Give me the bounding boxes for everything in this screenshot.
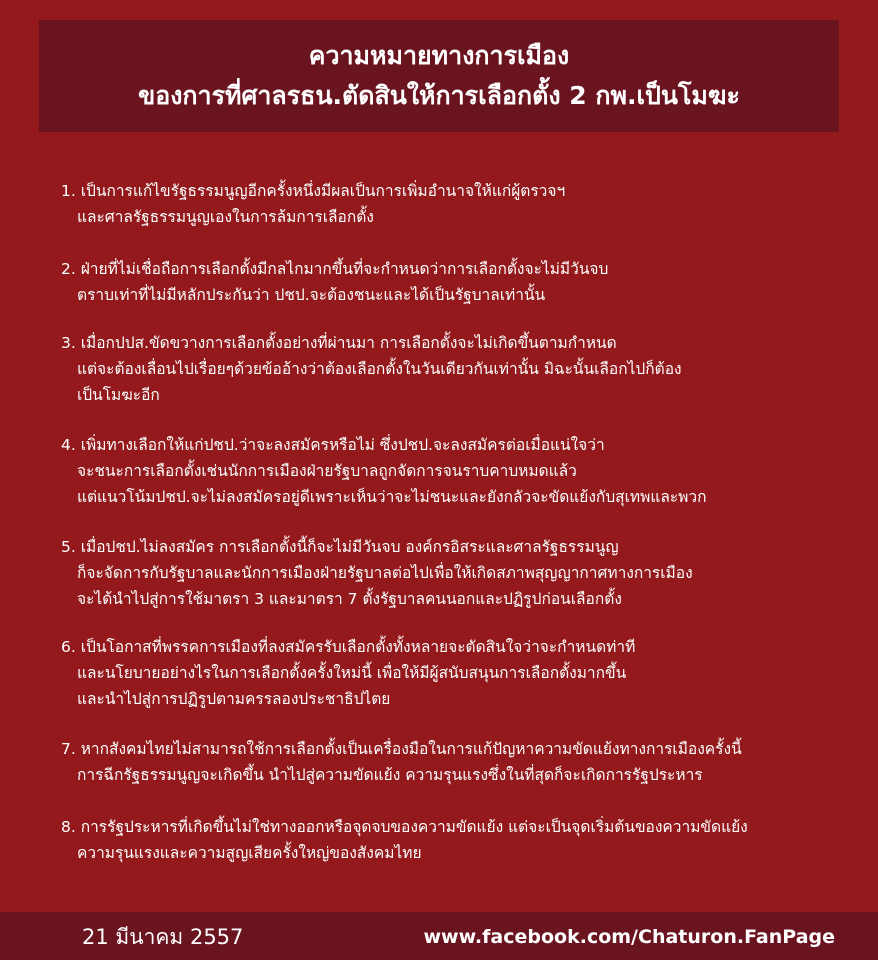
item-8-line-2: ความรุนแรงและความสูญเสียครั้งใหญ่ของสังคมไทย <box>77 844 422 862</box>
list-item-2 <box>61 256 851 308</box>
footer-bar <box>0 912 878 960</box>
item-4-line-2: จะชนะการเลือกตั้งเช่นนักการเมืองฝ่ายรัฐบาลถูกจัดการจนราบคาบหมดแล้ว <box>77 462 577 480</box>
list-item-8 <box>61 814 851 866</box>
item-2-line-1: 2. ฝ่ายที่ไม่เชื่อถือการเลือกตั้งมีกลไกมากขึ้นที่จะกำหนดว่าการเลือกตั้งจะไม่มีวันจบ <box>61 260 609 278</box>
item-8-line-1: 8. การรัฐประหารที่เกิดขึ้นไม่ใช่ทางออกหรือจุดจบของความขัดแย้ง แต่จะเป็นจุดเริ่มต้นของความขัดแย้ง <box>61 818 748 836</box>
list-item-5 <box>61 534 851 612</box>
item-3-line-1: 3. เมื่อกปปส.ขัดขวางการเลือกตั้งอย่างที่ผ่านมา การเลือกตั้งจะไม่เกิดขึ้นตามกำหนด <box>61 334 617 352</box>
footer-date: 21 มีนาคม 2557 <box>82 925 244 949</box>
title-line-1: ความหมายทางการเมือง <box>308 41 570 70</box>
item-1-line-1: 1. เป็นการแก้ไขรัฐธรรมนูญอีกครั้งหนึ่งมีผลเป็นการเพิ่มอำนาจให้แก่ผู้ตรวจฯ <box>61 182 566 200</box>
item-4-line-1: 4. เพิ่มทางเลือกให้แก่ปชป.ว่าจะลงสมัครหรือไม่ ซึ่งปชป.จะลงสมัครต่อเมื่อแน่ใจว่า <box>61 436 605 454</box>
item-1-line-2: และศาลรัฐธรรมนูญเองในการล้มการเลือกตั้ง <box>77 208 374 226</box>
title-line-2: ของการที่ศาลรธน.ตัดสินให้การเลือกตั้ง 2 กพ.เป็นโมฆะ <box>138 81 740 110</box>
item-7-line-2: การฉีกรัฐธรรมนูญจะเกิดขึ้น นำไปสู่ความขัดแย้ง ความรุนแรงซึ่งในที่สุดก็จะเกิดการรัฐประหาร <box>77 766 703 784</box>
list-item-6 <box>61 634 851 712</box>
title-banner <box>39 20 839 132</box>
item-3-line-2: แต่จะต้องเลื่อนไปเรื่อยๆด้วยข้ออ้างว่าต้องเลือกตั้งในวันเดียวกันเท่านั้น มิฉะนั้นเลือกไปก็ต้อง <box>77 360 682 378</box>
item-4-line-3: แต่แนวโน้มปชป.จะไม่ลงสมัครอยู่ดีเพราะเห็นว่าจะไม่ชนะและยังกลัวจะขัดแย้งกับสุเทพและพวก <box>77 488 707 506</box>
list-item-4 <box>61 432 851 510</box>
item-3-line-3: เป็นโมฆะอีก <box>77 386 160 404</box>
list-item-3 <box>61 330 851 408</box>
item-2-line-2: ตราบเท่าที่ไม่มีหลักประกันว่า ปชป.จะต้องชนะและได้เป็นรัฐบาลเท่านั้น <box>77 286 546 304</box>
item-6-line-2: และนโยบายอย่างไรในการเลือกตั้งครั้งใหม่นี้ เพื่อให้มีผู้สนับสนุนการเลือกตั้งมากขึ้น <box>77 664 627 682</box>
list-item-1 <box>61 178 851 230</box>
footer-facebook-url: www.facebook.com/Chaturon.FanPage <box>423 926 835 948</box>
item-6-line-3: และนำไปสู่การปฏิรูปตามครรลองประชาธิปไตย <box>77 690 391 708</box>
list-item-7 <box>61 736 851 788</box>
item-7-line-1: 7. หากสังคมไทยไม่สามารถใช้การเลือกตั้งเป็นเครื่องมือในการแก้ปัญหาความขัดแย้งทางการเมืองครั้งนี้ <box>61 740 742 758</box>
item-5-line-1: 5. เมื่อปชป.ไม่ลงสมัคร การเลือกตั้งนี้ก็จะไม่มีวันจบ องค์กรอิสระและศาลรัฐธรรมนูญ <box>61 538 619 556</box>
item-5-line-3: จะได้นำไปสู่การใช้มาตรา 3 และมาตรา 7 ตั้งรัฐบาลคนนอกและปฏิรูปก่อนเลือกตั้ง <box>77 590 622 608</box>
item-6-line-1: 6. เป็นโอกาสที่พรรคการเมืองที่ลงสมัครรับเลือกตั้งทั้งหลายจะตัดสินใจว่าจะกำหนดท่าที <box>61 638 636 656</box>
item-5-line-2: ก็จะจัดการกับรัฐบาลและนักการเมืองฝ่ายรัฐบาลต่อไปเพื่อให้เกิดสภาพสุญญากาศทางการเมือง <box>77 564 693 582</box>
